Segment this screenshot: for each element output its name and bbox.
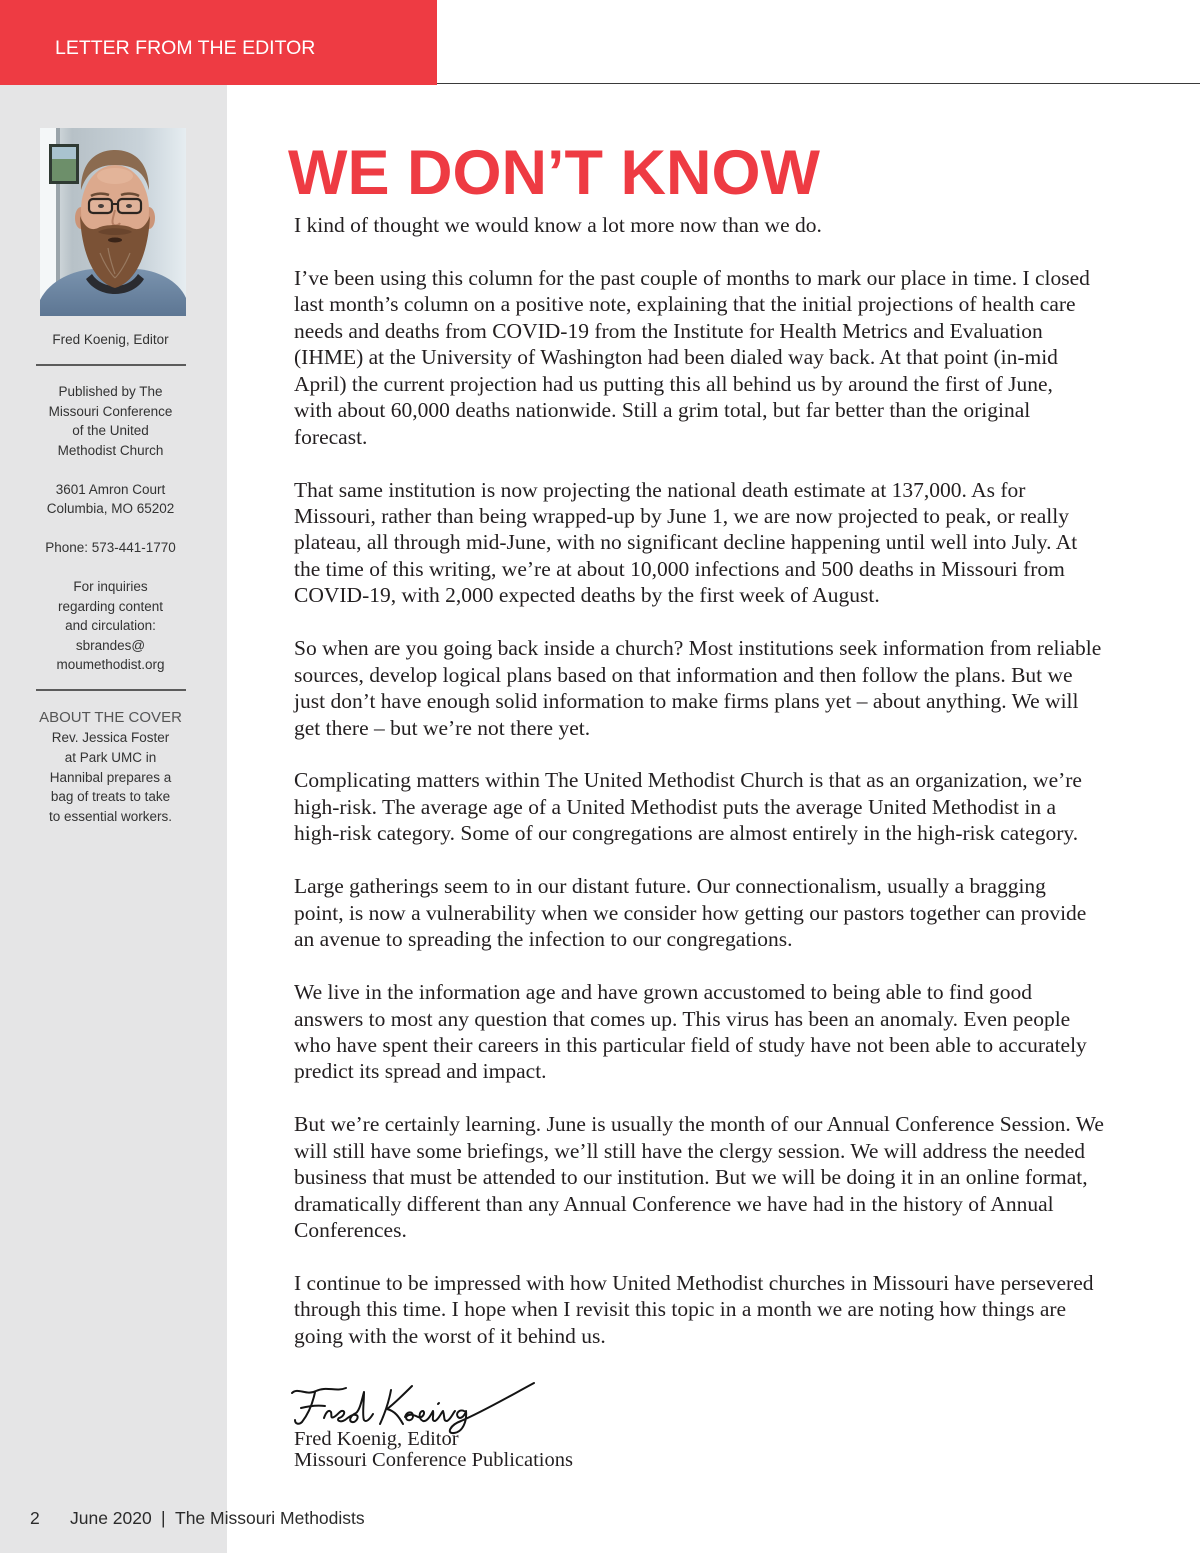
photo-glasses-left-lens	[89, 199, 112, 213]
paragraph	[294, 1270, 1174, 1349]
about-cover	[20, 708, 201, 827]
signoff-name: Fred Koenig, Editor	[294, 1428, 459, 1450]
info-line: Phone: 573-441-1770	[45, 540, 176, 555]
signature-stroke	[301, 1406, 325, 1408]
paragraph	[294, 979, 1174, 1085]
signature-stroke	[438, 1403, 439, 1404]
body-line: COVID-19, with 2,000 expected deaths by the first week of August.	[294, 583, 880, 608]
article-headline: WE DON’T KNOW	[288, 138, 820, 208]
signature-stroke	[324, 1392, 373, 1422]
about-cover-heading: ABOUT THE COVER	[39, 709, 182, 726]
about-line: Rev. Jessica Foster	[51, 730, 170, 745]
info-line: moumethodist.org	[56, 657, 165, 672]
body-line: through this time. I hope when I revisit this topic in a month we are noting how things are	[294, 1297, 1067, 1322]
publisher-group	[20, 382, 201, 460]
body-line: April) the current projection had us putting this all behind us by around the first of June,	[294, 371, 1053, 396]
body-line: Missouri, rather than being wrapped-up by June 1, we are now projected to peak, or really	[294, 503, 1069, 528]
signature-stroke	[450, 1383, 534, 1433]
paragraph	[294, 635, 1174, 741]
body-line: dramatically different than any Annual Conference we have had in the history of Annual	[294, 1191, 1054, 1216]
body-line: needs and deaths from COVID-19 from the Institute for Health Metrics and Evaluation	[294, 318, 1043, 343]
inquiries-group	[20, 577, 201, 675]
paragraph	[294, 1111, 1174, 1243]
signature-stroke	[292, 1388, 346, 1393]
body-line: Conferences.	[294, 1218, 407, 1243]
body-line: answers to most any question that comes up. This virus has been an anomaly. Even people	[294, 1006, 1071, 1031]
body-line: Complicating matters within The United Methodist Church is that as an organization, we’re	[294, 768, 1082, 793]
page-footer	[0, 1508, 420, 1528]
body-line: just don’t have enough solid information to make firms plans yet – about anything. We will	[294, 689, 1079, 714]
body-line: last month’s column on a positive note, explaining that the initial projections of health care	[294, 292, 1076, 317]
publisher-info	[20, 382, 201, 694]
photo-glasses-right-lens	[118, 199, 141, 213]
paragraph	[294, 873, 1174, 952]
photo-picture-sky	[52, 147, 76, 159]
sidebar-divider	[36, 689, 186, 691]
info-line: 3601 Amron Court	[55, 481, 166, 497]
info-line: regarding content	[57, 598, 164, 614]
body-line: So when are you going back inside a church? Most institutions seek information from reliable	[294, 636, 1102, 661]
body-line: Large gatherings seem to in our distant future. Our connectionalism, usually a bragging	[294, 874, 1046, 899]
body-line: with about 60,000 deaths nationwide. Still a grim total, but far better than the original	[294, 398, 1031, 423]
body-line: We live in the information age and have grown accustomed to being able to find good	[294, 980, 1033, 1005]
body-line: That same institution is now projecting the national death estimate at 137,000. As for	[294, 477, 1026, 502]
phone-group	[20, 538, 201, 558]
body-line: high-risk. The average age of a United Methodist puts the average United Methodist in a	[294, 794, 1057, 819]
paragraph	[294, 767, 1174, 846]
signature-stroke	[405, 1411, 455, 1421]
section-label: LETTER FROM THE EDITOR	[55, 37, 316, 59]
info-line: Published by The	[58, 384, 163, 399]
info-line: For inquiries	[73, 579, 148, 594]
body-line: (IHME) at the University of Washington had been dialed way back. At that point (in-mid	[294, 345, 1058, 370]
about-line: at Park UMC in	[64, 749, 157, 765]
editor-photo	[40, 128, 186, 316]
about-line: Hannibal prepares a	[49, 769, 172, 785]
body-line: who have spent their careers in this particular field of study have not been able to accurately	[294, 1032, 1087, 1057]
body-line: get there – but we’re not there yet.	[294, 715, 591, 740]
about-line: bag of treats to take	[50, 789, 171, 805]
body-line: the time of this writing, we’re at about 10,000 infections and 500 deaths in Missouri from	[294, 556, 1065, 581]
signoff	[294, 1429, 573, 1471]
body-line: forecast.	[294, 424, 368, 449]
body-line: going with the worst of it behind us.	[294, 1323, 606, 1348]
signoff-organization: Missouri Conference Publications	[294, 1449, 573, 1471]
header-rule	[437, 83, 1200, 84]
paragraph	[294, 265, 1174, 450]
info-line: sbrandes@	[75, 637, 146, 653]
article-body	[294, 212, 1174, 1376]
body-line: business that must be attended to our institution. But we will be doing it in an online format,	[294, 1165, 1088, 1190]
photo-caption	[20, 330, 201, 350]
photo-mouth	[108, 238, 122, 243]
body-line: high-risk category. Some of our congregations are almost entirely in the high-risk category.	[294, 821, 1079, 846]
sidebar	[0, 85, 227, 1553]
body-line: will still have some briefings, we’ll still have the clergy session. We will address the needed	[294, 1138, 1086, 1163]
page-number: 2	[30, 1508, 40, 1528]
body-line: I kind of thought we would know a lot more now than we do.	[294, 213, 822, 237]
body-line: point, is now a vulnerability when we consider how getting our pastors together can provide	[294, 900, 1087, 925]
paragraph	[294, 477, 1174, 609]
publication-name: The Missouri Methodists	[175, 1508, 365, 1528]
about-line: to essential workers.	[48, 809, 173, 824]
address-group	[20, 480, 201, 519]
body-line: an avenue to spreading the infection to our congregations.	[294, 927, 793, 952]
body-line: I continue to be impressed with how United Methodist churches in Missouri have persevered	[294, 1271, 1094, 1295]
photo-forehead-highlight	[97, 168, 133, 184]
body-line: I’ve been using this column for the past couple of months to mark our place in time. I closed	[294, 265, 1090, 290]
info-line: Columbia, MO 65202	[46, 501, 175, 516]
info-line: Missouri Conference	[48, 403, 173, 419]
body-line: But we’re certainly learning. June is usually the month of our Annual Conference Session. We	[294, 1112, 1104, 1137]
body-line: sources, develop logical plans based on that information and then follow the plans. But we	[294, 662, 1073, 687]
body-line: plateau, all through mid-June, with no significant decline happening until well into July. At	[294, 530, 1078, 555]
body-line: predict its spread and impact.	[294, 1059, 547, 1084]
issue-date: June 2020	[70, 1508, 152, 1528]
info-line: and circulation:	[65, 618, 156, 633]
paragraph	[294, 212, 1174, 238]
sidebar-divider	[36, 364, 186, 366]
info-line: of the United	[72, 423, 149, 438]
section-banner	[0, 0, 437, 85]
about-cover-text	[20, 728, 201, 827]
footer-separator: |	[161, 1508, 166, 1528]
info-line: Methodist Church	[57, 442, 164, 458]
photo-caption-text: Fred Koenig, Editor	[52, 332, 169, 347]
